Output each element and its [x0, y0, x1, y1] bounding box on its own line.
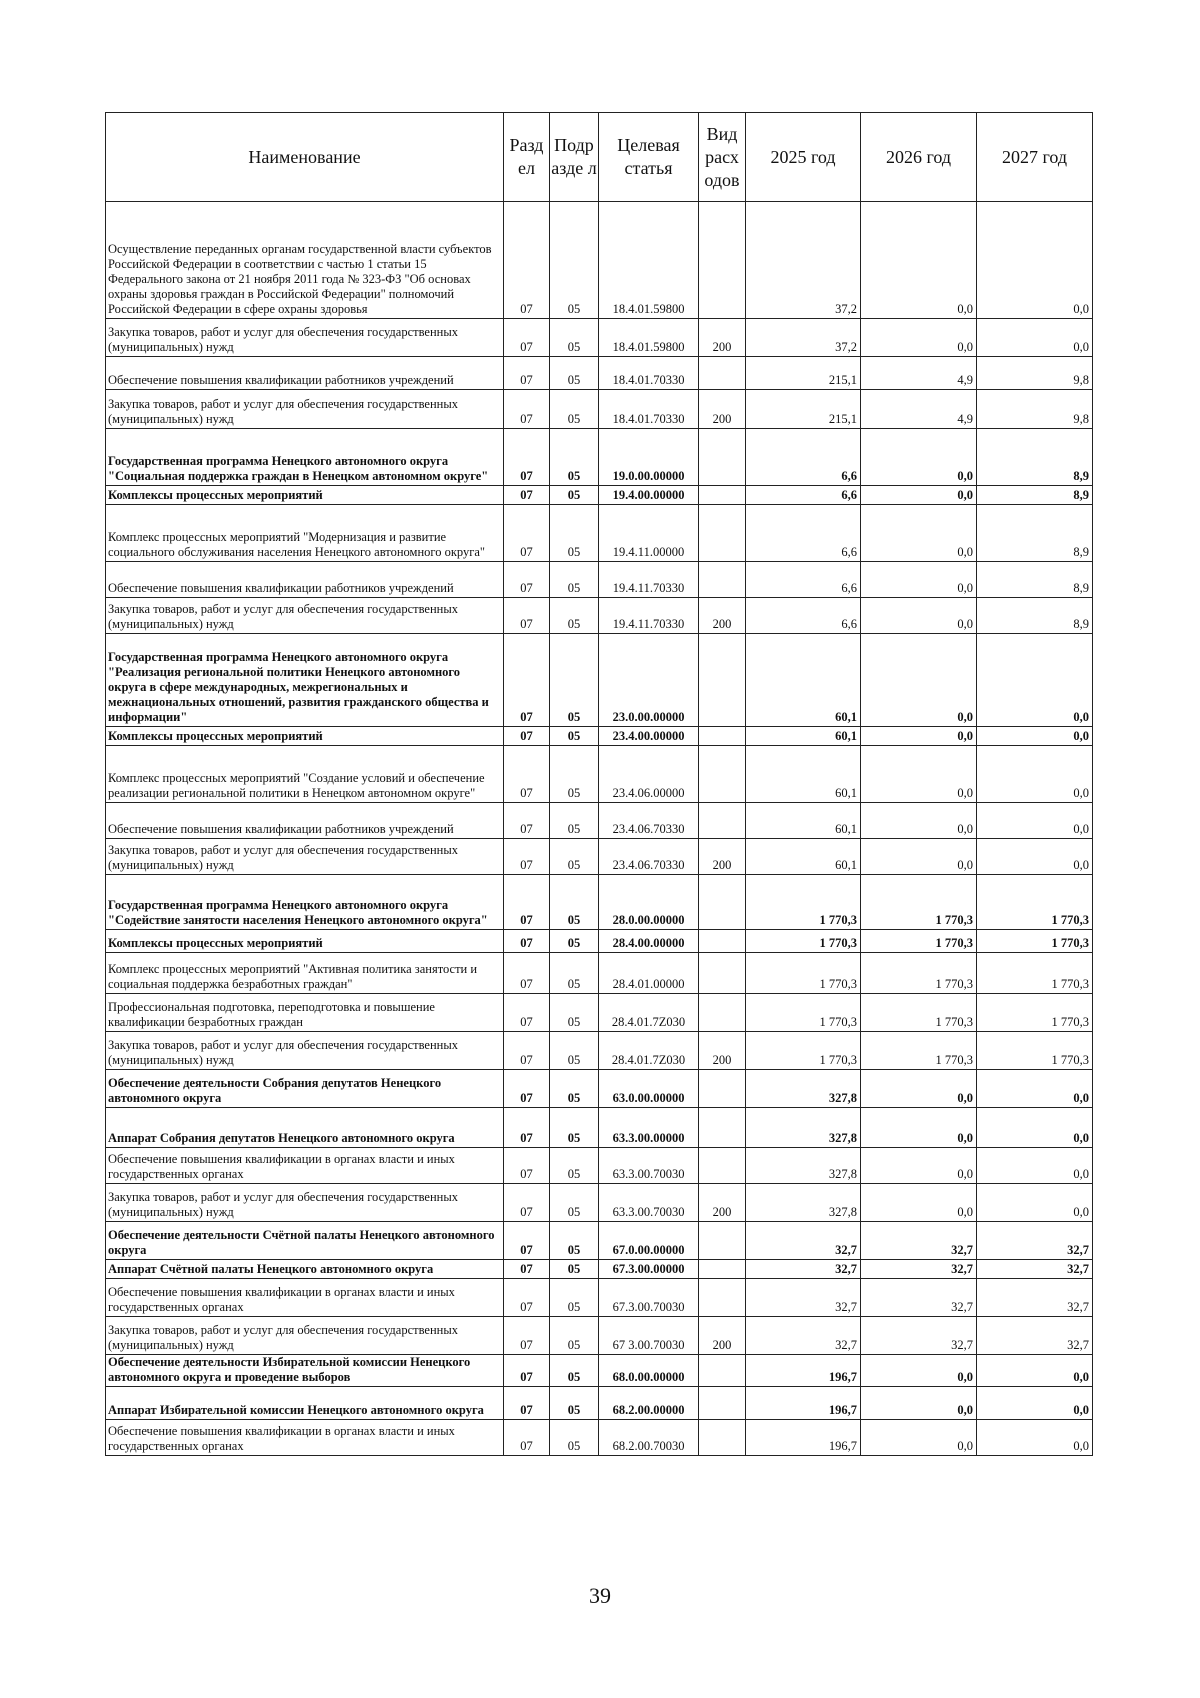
row-expense-type	[699, 1387, 746, 1420]
row-name: Обеспечение деятельности Избирательной комиссии Ненецкого автономного округа и проведение выборов	[106, 1355, 504, 1387]
header-target: Целевая статья	[599, 113, 699, 202]
row-value-2026: 0,0	[861, 1070, 977, 1108]
row-value-2027: 8,9	[977, 486, 1093, 505]
row-target: 23.4.06.70330	[599, 803, 699, 839]
row-value-2027: 1 770,3	[977, 1032, 1093, 1070]
row-expense-type	[699, 634, 746, 727]
row-section: 07	[504, 1260, 550, 1279]
table-row	[106, 1355, 1093, 1387]
row-value-2025: 32,7	[746, 1317, 861, 1355]
row-value-2027: 1 770,3	[977, 994, 1093, 1032]
row-target: 23.4.06.00000	[599, 746, 699, 803]
row-value-2025: 327,8	[746, 1108, 861, 1148]
table-row	[106, 1317, 1093, 1355]
row-target: 67.3.00.70030	[599, 1279, 699, 1317]
row-value-2026: 0,0	[861, 839, 977, 875]
row-value-2027: 0,0	[977, 1355, 1093, 1387]
row-section: 07	[504, 562, 550, 598]
table-row	[106, 1420, 1093, 1456]
row-expense-type	[699, 1420, 746, 1456]
row-subsection: 05	[550, 746, 599, 803]
row-section: 07	[504, 1420, 550, 1456]
row-subsection: 05	[550, 562, 599, 598]
row-name: Комплекс процессных мероприятий "Активная политика занятости и социальная поддержка безработных граждан"	[106, 953, 504, 994]
row-section: 07	[504, 1222, 550, 1260]
row-value-2025: 196,7	[746, 1355, 861, 1387]
row-value-2027: 32,7	[977, 1279, 1093, 1317]
row-name: Обеспечение повышения квалификации в органах власти и иных государственных органах	[106, 1148, 504, 1184]
row-expense-type: 200	[699, 319, 746, 357]
row-expense-type	[699, 1355, 746, 1387]
row-target: 63.3.00.70030	[599, 1148, 699, 1184]
row-expense-type	[699, 1148, 746, 1184]
row-value-2026: 1 770,3	[861, 875, 977, 930]
row-section: 07	[504, 1355, 550, 1387]
row-name: Обеспечение повышения квалификации работников учреждений	[106, 357, 504, 390]
row-value-2026: 0,0	[861, 319, 977, 357]
row-name: Закупка товаров, работ и услуг для обеспечения государственных (муниципальных) нужд	[106, 390, 504, 429]
row-name: Закупка товаров, работ и услуг для обеспечения государственных (муниципальных) нужд	[106, 319, 504, 357]
table-row	[106, 1260, 1093, 1279]
row-target: 19.4.00.00000	[599, 486, 699, 505]
row-subsection: 05	[550, 1148, 599, 1184]
row-expense-type: 200	[699, 839, 746, 875]
row-target: 67 3.00.70030	[599, 1317, 699, 1355]
row-value-2027: 8,9	[977, 429, 1093, 486]
table-row	[106, 1222, 1093, 1260]
row-value-2026: 0,0	[861, 429, 977, 486]
table-row	[106, 727, 1093, 746]
row-subsection: 05	[550, 1032, 599, 1070]
row-value-2025: 215,1	[746, 357, 861, 390]
row-value-2026: 0,0	[861, 562, 977, 598]
row-target: 67.3.00.00000	[599, 1260, 699, 1279]
row-value-2025: 6,6	[746, 486, 861, 505]
row-subsection: 05	[550, 1279, 599, 1317]
row-subsection: 05	[550, 505, 599, 562]
row-value-2026: 1 770,3	[861, 994, 977, 1032]
row-value-2026: 0,0	[861, 1420, 977, 1456]
row-expense-type	[699, 429, 746, 486]
row-name: Государственная программа Ненецкого автономного округа "Содействие занятости населения Ненецкого автономного округа"	[106, 875, 504, 930]
table-row	[106, 1387, 1093, 1420]
row-value-2025: 32,7	[746, 1279, 861, 1317]
row-value-2027: 8,9	[977, 505, 1093, 562]
row-name: Закупка товаров, работ и услуг для обеспечения государственных (муниципальных) нужд	[106, 598, 504, 634]
table-row	[106, 1184, 1093, 1222]
row-target: 19.4.11.70330	[599, 598, 699, 634]
row-value-2026: 4,9	[861, 357, 977, 390]
table-row	[106, 930, 1093, 953]
row-name: Закупка товаров, работ и услуг для обеспечения государственных (муниципальных) нужд	[106, 1032, 504, 1070]
row-subsection: 05	[550, 202, 599, 319]
row-name: Обеспечение деятельности Собрания депутатов Ненецкого автономного округа	[106, 1070, 504, 1108]
row-value-2027: 0,0	[977, 1148, 1093, 1184]
row-value-2025: 1 770,3	[746, 994, 861, 1032]
row-value-2027: 1 770,3	[977, 930, 1093, 953]
table-row	[106, 839, 1093, 875]
row-value-2026: 0,0	[861, 486, 977, 505]
row-subsection: 05	[550, 953, 599, 994]
row-name: Аппарат Избирательной комиссии Ненецкого автономного округа	[106, 1387, 504, 1420]
row-target: 28.4.00.00000	[599, 930, 699, 953]
row-value-2027: 1 770,3	[977, 953, 1093, 994]
row-target: 19.4.11.00000	[599, 505, 699, 562]
row-value-2026: 0,0	[861, 1387, 977, 1420]
row-expense-type	[699, 486, 746, 505]
table-row	[106, 994, 1093, 1032]
row-expense-type	[699, 994, 746, 1032]
row-subsection: 05	[550, 1070, 599, 1108]
row-section: 07	[504, 634, 550, 727]
row-name: Государственная программа Ненецкого автономного округа "Реализация региональной политики Ненецкого автономного округа в сфере международных, межрегиональных и межнациональных отношений, развития гражданского общества и информации"	[106, 634, 504, 727]
row-name: Закупка товаров, работ и услуг для обеспечения государственных (муниципальных) нужд	[106, 1317, 504, 1355]
row-value-2027: 0,0	[977, 1387, 1093, 1420]
table-row	[106, 486, 1093, 505]
row-value-2025: 327,8	[746, 1184, 861, 1222]
row-value-2026: 32,7	[861, 1279, 977, 1317]
row-value-2025: 1 770,3	[746, 1032, 861, 1070]
table-row	[106, 1070, 1093, 1108]
table-row	[106, 598, 1093, 634]
row-subsection: 05	[550, 930, 599, 953]
row-section: 07	[504, 505, 550, 562]
row-expense-type: 200	[699, 1032, 746, 1070]
table-row	[106, 1032, 1093, 1070]
row-target: 28.4.01.00000	[599, 953, 699, 994]
row-subsection: 05	[550, 486, 599, 505]
row-value-2026: 0,0	[861, 1148, 977, 1184]
row-value-2025: 1 770,3	[746, 875, 861, 930]
row-value-2026: 32,7	[861, 1317, 977, 1355]
row-subsection: 05	[550, 803, 599, 839]
row-subsection: 05	[550, 875, 599, 930]
row-value-2027: 0,0	[977, 1420, 1093, 1456]
row-name: Комплексы процессных мероприятий	[106, 486, 504, 505]
row-value-2027: 0,0	[977, 1070, 1093, 1108]
table-row	[106, 803, 1093, 839]
row-value-2026: 0,0	[861, 1108, 977, 1148]
row-expense-type: 200	[699, 1317, 746, 1355]
table-header-row	[106, 113, 1093, 202]
row-value-2027: 8,9	[977, 598, 1093, 634]
row-expense-type	[699, 505, 746, 562]
table-row	[106, 390, 1093, 429]
row-value-2027: 0,0	[977, 202, 1093, 319]
row-value-2025: 60,1	[746, 803, 861, 839]
row-value-2025: 37,2	[746, 319, 861, 357]
row-value-2027: 9,8	[977, 357, 1093, 390]
row-target: 19.0.00.00000	[599, 429, 699, 486]
row-target: 18.4.01.70330	[599, 357, 699, 390]
header-subsection: Подр азде л	[550, 113, 599, 202]
row-name: Комплексы процессных мероприятий	[106, 930, 504, 953]
row-target: 28.4.01.7Z030	[599, 994, 699, 1032]
row-value-2025: 60,1	[746, 746, 861, 803]
row-target: 63.0.00.00000	[599, 1070, 699, 1108]
row-value-2026: 0,0	[861, 505, 977, 562]
row-section: 07	[504, 1070, 550, 1108]
row-value-2025: 60,1	[746, 727, 861, 746]
row-value-2025: 37,2	[746, 202, 861, 319]
row-section: 07	[504, 1108, 550, 1148]
row-name: Осуществление переданных органам государственной власти субъектов Российской Федерации в соответствии с частью 1 статьи 15 Федерального закона от 21 ноября 2011 года № 323-ФЗ "Об основах охраны здоровья граждан в Российской Федерации" полномочий Российской Федерации в сфере охраны здоровья	[106, 202, 504, 319]
row-expense-type	[699, 803, 746, 839]
row-target: 63.3.00.70030	[599, 1184, 699, 1222]
row-value-2026: 0,0	[861, 598, 977, 634]
row-target: 18.4.01.59800	[599, 202, 699, 319]
row-value-2026: 0,0	[861, 1184, 977, 1222]
row-target: 18.4.01.59800	[599, 319, 699, 357]
row-expense-type	[699, 953, 746, 994]
row-target: 67.0.00.00000	[599, 1222, 699, 1260]
row-value-2027: 32,7	[977, 1317, 1093, 1355]
row-section: 07	[504, 953, 550, 994]
table-row	[106, 746, 1093, 803]
budget-table	[105, 112, 1093, 1456]
row-value-2027: 32,7	[977, 1222, 1093, 1260]
row-section: 07	[504, 390, 550, 429]
row-value-2027: 32,7	[977, 1260, 1093, 1279]
row-value-2025: 6,6	[746, 429, 861, 486]
row-expense-type: 200	[699, 598, 746, 634]
row-subsection: 05	[550, 634, 599, 727]
row-value-2026: 0,0	[861, 727, 977, 746]
row-name: Комплекс процессных мероприятий "Модернизация и развитие социального обслуживания населения Ненецкого автономного округа"	[106, 505, 504, 562]
row-name: Государственная программа Ненецкого автономного округа "Социальная поддержка граждан в Ненецком автономном округе"	[106, 429, 504, 486]
row-target: 23.0.00.00000	[599, 634, 699, 727]
row-subsection: 05	[550, 994, 599, 1032]
row-value-2025: 60,1	[746, 839, 861, 875]
table-row	[106, 875, 1093, 930]
row-expense-type	[699, 875, 746, 930]
row-expense-type	[699, 1260, 746, 1279]
row-expense-type	[699, 1108, 746, 1148]
row-expense-type	[699, 357, 746, 390]
row-value-2027: 0,0	[977, 803, 1093, 839]
row-value-2027: 1 770,3	[977, 875, 1093, 930]
row-expense-type: 200	[699, 1184, 746, 1222]
header-expense-type: Вид расх одов	[699, 113, 746, 202]
row-value-2026: 0,0	[861, 803, 977, 839]
table-row	[106, 953, 1093, 994]
row-value-2027: 0,0	[977, 727, 1093, 746]
row-subsection: 05	[550, 1108, 599, 1148]
row-section: 07	[504, 357, 550, 390]
table-row	[106, 319, 1093, 357]
row-expense-type	[699, 562, 746, 598]
table-row	[106, 505, 1093, 562]
row-expense-type	[699, 1222, 746, 1260]
row-name: Закупка товаров, работ и услуг для обеспечения государственных (муниципальных) нужд	[106, 839, 504, 875]
row-section: 07	[504, 319, 550, 357]
row-value-2025: 327,8	[746, 1148, 861, 1184]
row-value-2025: 1 770,3	[746, 953, 861, 994]
row-target: 23.4.06.70330	[599, 839, 699, 875]
row-target: 68.2.00.00000	[599, 1387, 699, 1420]
row-subsection: 05	[550, 429, 599, 486]
row-target: 28.4.01.7Z030	[599, 1032, 699, 1070]
row-section: 07	[504, 486, 550, 505]
table-row	[106, 429, 1093, 486]
row-value-2025: 6,6	[746, 598, 861, 634]
row-value-2025: 6,6	[746, 562, 861, 598]
row-value-2025: 60,1	[746, 634, 861, 727]
row-target: 19.4.11.70330	[599, 562, 699, 598]
row-subsection: 05	[550, 1317, 599, 1355]
header-2025: 2025 год	[746, 113, 861, 202]
row-target: 68.0.00.00000	[599, 1355, 699, 1387]
row-value-2026: 0,0	[861, 634, 977, 727]
row-value-2027: 0,0	[977, 839, 1093, 875]
row-value-2025: 1 770,3	[746, 930, 861, 953]
row-target: 18.4.01.70330	[599, 390, 699, 429]
row-subsection: 05	[550, 390, 599, 429]
row-subsection: 05	[550, 839, 599, 875]
row-section: 07	[504, 994, 550, 1032]
row-section: 07	[504, 930, 550, 953]
row-section: 07	[504, 1184, 550, 1222]
row-value-2025: 196,7	[746, 1420, 861, 1456]
row-subsection: 05	[550, 1420, 599, 1456]
table-row	[106, 202, 1093, 319]
row-subsection: 05	[550, 1260, 599, 1279]
row-value-2026: 1 770,3	[861, 1032, 977, 1070]
row-value-2025: 32,7	[746, 1260, 861, 1279]
row-value-2026: 0,0	[861, 746, 977, 803]
row-expense-type	[699, 1070, 746, 1108]
row-expense-type	[699, 746, 746, 803]
row-name: Обеспечение деятельности Счётной палаты Ненецкого автономного округа	[106, 1222, 504, 1260]
row-subsection: 05	[550, 1184, 599, 1222]
row-expense-type: 200	[699, 390, 746, 429]
row-value-2027: 8,9	[977, 562, 1093, 598]
table-row	[106, 357, 1093, 390]
row-value-2025: 6,6	[746, 505, 861, 562]
row-subsection: 05	[550, 1222, 599, 1260]
row-section: 07	[504, 1387, 550, 1420]
table-row	[106, 1108, 1093, 1148]
row-subsection: 05	[550, 598, 599, 634]
header-section: Разд ел	[504, 113, 550, 202]
row-value-2025: 196,7	[746, 1387, 861, 1420]
row-subsection: 05	[550, 1355, 599, 1387]
row-section: 07	[504, 1032, 550, 1070]
row-value-2026: 1 770,3	[861, 953, 977, 994]
row-name: Аппарат Счётной палаты Ненецкого автономного округа	[106, 1260, 504, 1279]
row-subsection: 05	[550, 357, 599, 390]
row-section: 07	[504, 746, 550, 803]
row-target: 63.3.00.00000	[599, 1108, 699, 1148]
row-target: 68.2.00.70030	[599, 1420, 699, 1456]
row-subsection: 05	[550, 319, 599, 357]
row-value-2027: 0,0	[977, 746, 1093, 803]
table-row	[106, 1148, 1093, 1184]
row-name: Обеспечение повышения квалификации работников учреждений	[106, 803, 504, 839]
row-name: Обеспечение повышения квалификации в органах власти и иных государственных органах	[106, 1279, 504, 1317]
row-section: 07	[504, 598, 550, 634]
row-value-2026: 32,7	[861, 1260, 977, 1279]
row-name: Профессиональная подготовка, переподготовка и повышение квалификации безработных граждан	[106, 994, 504, 1032]
header-2027: 2027 год	[977, 113, 1093, 202]
row-value-2025: 327,8	[746, 1070, 861, 1108]
row-section: 07	[504, 1279, 550, 1317]
row-value-2027: 0,0	[977, 634, 1093, 727]
row-section: 07	[504, 1148, 550, 1184]
table-row	[106, 1279, 1093, 1317]
row-name: Комплекс процессных мероприятий "Создание условий и обеспечение реализации региональной политики в Ненецком автономном округе"	[106, 746, 504, 803]
row-target: 23.4.00.00000	[599, 727, 699, 746]
row-value-2027: 0,0	[977, 1108, 1093, 1148]
row-name: Обеспечение повышения квалификации работников учреждений	[106, 562, 504, 598]
row-expense-type	[699, 727, 746, 746]
row-section: 07	[504, 202, 550, 319]
row-expense-type	[699, 1279, 746, 1317]
row-section: 07	[504, 803, 550, 839]
row-target: 28.0.00.00000	[599, 875, 699, 930]
table-body	[106, 202, 1093, 1456]
row-value-2026: 32,7	[861, 1222, 977, 1260]
row-section: 07	[504, 839, 550, 875]
row-section: 07	[504, 1317, 550, 1355]
row-value-2025: 215,1	[746, 390, 861, 429]
row-expense-type	[699, 202, 746, 319]
row-expense-type	[699, 930, 746, 953]
table-row	[106, 634, 1093, 727]
row-value-2027: 0,0	[977, 319, 1093, 357]
row-subsection: 05	[550, 727, 599, 746]
row-value-2027: 9,8	[977, 390, 1093, 429]
row-section: 07	[504, 727, 550, 746]
row-name: Закупка товаров, работ и услуг для обеспечения государственных (муниципальных) нужд	[106, 1184, 504, 1222]
table-row	[106, 562, 1093, 598]
row-name: Обеспечение повышения квалификации в органах власти и иных государственных органах	[106, 1420, 504, 1456]
row-value-2026: 0,0	[861, 1355, 977, 1387]
row-value-2027: 0,0	[977, 1184, 1093, 1222]
row-value-2026: 1 770,3	[861, 930, 977, 953]
row-section: 07	[504, 875, 550, 930]
row-value-2025: 32,7	[746, 1222, 861, 1260]
row-subsection: 05	[550, 1387, 599, 1420]
page-number: 39	[589, 1583, 611, 1608]
row-name: Аппарат Собрания депутатов Ненецкого автономного округа	[106, 1108, 504, 1148]
row-value-2026: 4,9	[861, 390, 977, 429]
row-name: Комплексы процессных мероприятий	[106, 727, 504, 746]
header-2026: 2026 год	[861, 113, 977, 202]
row-section: 07	[504, 429, 550, 486]
header-name: Наименование	[106, 113, 504, 202]
row-value-2026: 0,0	[861, 202, 977, 319]
